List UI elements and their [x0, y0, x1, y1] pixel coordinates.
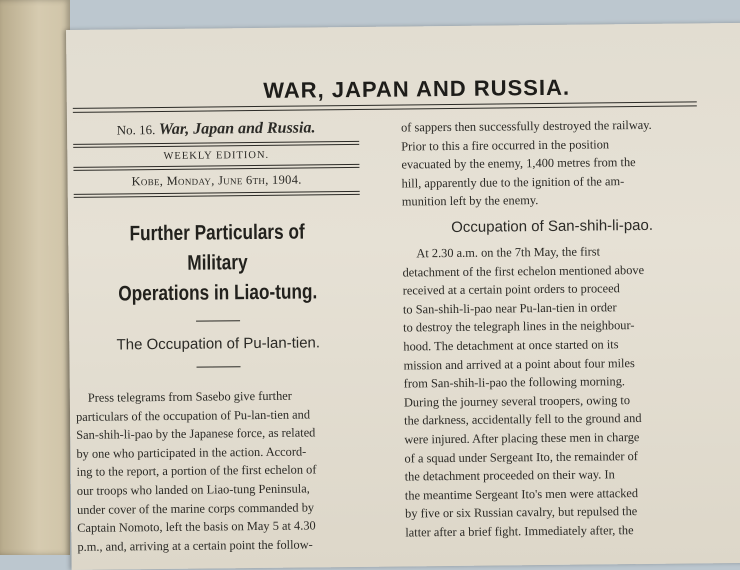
text-line: of a squad under Sergeant Ito, the remainder of: [404, 448, 638, 465]
section-heading: Occupation of San-shih-li-pao.: [451, 216, 654, 236]
text-line: latter after a brief fight. Immediately after, the: [405, 522, 634, 540]
text-line: to destroy the telegraph lines in the neighbour-: [403, 318, 635, 335]
masthead-rule-secondary: [73, 144, 359, 148]
edition-rule-secondary: [73, 167, 359, 171]
text-line: Press telegrams from Sasebo give further: [87, 388, 292, 405]
headline-line: Further Particulars of Military: [129, 220, 305, 275]
article-headline: [100, 217, 335, 309]
text-line: the meantime Sergeant Ito's men were attacked: [404, 485, 639, 503]
section-divider: [197, 366, 241, 367]
text-line: munition left by the enemy.: [401, 193, 539, 209]
text-line: During the journey several troopers, owing to: [403, 392, 631, 410]
text-line: mission and arrived at a point about four miles: [403, 355, 635, 373]
text-line: to San-shih-li-pao near Pu-lan-tien in order: [402, 299, 617, 317]
right-column: [401, 115, 705, 542]
text-line: of sappers then successfully destroyed the railway.: [400, 117, 652, 135]
paper-name: War, Japan and Russia.: [158, 119, 316, 139]
text-line: hill, apparently due to the ignition of the am-: [401, 173, 625, 191]
masthead: [73, 119, 359, 140]
text-line: the darkness, accidentally fell to the ground and: [404, 411, 642, 428]
newspaper-page: [66, 23, 740, 570]
text-line: evacuated by the enemy, 1,400 metres from the: [401, 155, 636, 172]
text-line: Captain Nomoto, left the basis on May 5 at 4.30: [77, 518, 316, 536]
text-line: ing to the report, a portion of the first echelon of: [76, 462, 317, 480]
text-line: by one who participated in the action. Accord-: [76, 444, 307, 461]
text-line: our troops who landed on Liao-tung Peninsula,: [76, 481, 310, 498]
book-left-page-edge: [0, 0, 70, 555]
text-line: particulars of the occupation of Pu-lan-tien and: [75, 407, 311, 424]
text-line: were injured. After placing these men in charge: [404, 429, 640, 447]
issue-number: No. 16.: [116, 122, 156, 138]
left-body-text: [76, 386, 364, 556]
text-line: by five or six Russian cavalry, but repulsed the: [405, 504, 638, 521]
running-header-title: WAR, JAPAN AND RUSSIA.: [263, 74, 571, 103]
dateline-rule-secondary: [74, 194, 360, 198]
text-line: San-shih-li-pao by the Japanese force, as related: [76, 425, 316, 443]
text-line: p.m., and, arriving at a certain point the follow-: [77, 537, 313, 554]
left-column: [73, 115, 364, 556]
section-divider: [196, 320, 240, 321]
text-line: hood. The detachment at once started on its: [403, 337, 619, 354]
edition-label: WEEKLY EDITION.: [163, 149, 270, 162]
text-line: from San-shih-li-pao the following morning.: [403, 374, 626, 391]
text-line: the detachment proceeded on their way. In: [404, 467, 615, 484]
headline-line: Operations in Liao-tung.: [118, 280, 318, 306]
article-subhead: The Occupation of Pu-lan-tien.: [116, 334, 321, 354]
text-line: detachment of the first echelon mentioned above: [402, 262, 645, 280]
text-line: At 2.30 a.m. on the 7th May, the first: [416, 244, 601, 261]
text-line: Prior to this a fire occurred in the position: [401, 136, 610, 154]
text-line: under cover of the marine corps commanded by: [76, 499, 315, 517]
dateline: Kobe, Monday, June 6th, 1904.: [131, 172, 302, 189]
text-line: received at a certain point orders to proceed: [402, 281, 620, 298]
